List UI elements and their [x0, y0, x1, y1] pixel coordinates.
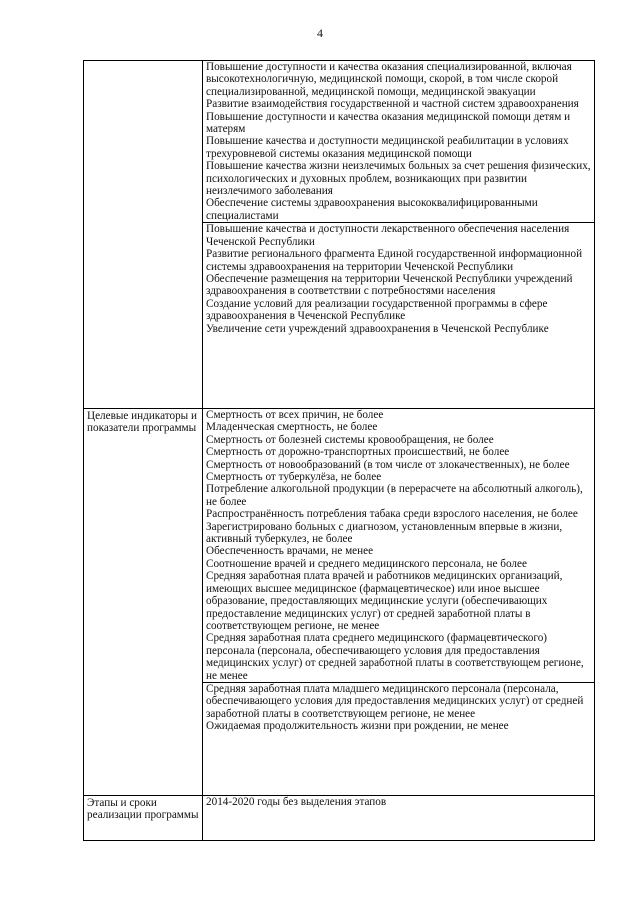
indicator-item: Средняя заработная плата среднего медицинского (фармацевтического) персонала (персонала, обеспечивающего условия для предоставления медицинских услуг) от средней заработной платы в соответствующем регионе, не менее [206, 632, 584, 682]
indicator-item: Смертность от туберкулёза, не более [206, 471, 382, 484]
indicators-label: Целевые индикаторы и показатели программы [84, 409, 203, 795]
task-item: Развитие регионального фрагмента Единой государственной информационной системы здравоохранения на территории Чеченской Республики [206, 248, 583, 273]
indicator-item: Средняя заработная плата младшего медицинского персонала (персонала, обеспечивающего условия для предоставления медицинских услуг) от средней заработной платы в соответствующем регионе, не менее [203, 682, 594, 720]
indicator-item: Смертность от дорожно-транспортных происшествий, не более [206, 446, 510, 459]
task-item: Увеличение сети учреждений здравоохранения в Чеченской Республике [206, 322, 549, 335]
task-item: Повышение качества и доступности лекарственного обеспечения населения Чеченской Республики [203, 222, 594, 248]
task-item: Повышение доступности и качества оказания специализированной, включая высокотехнологичную, медицинской помощи, скорой, в том числе скорой специализированной, медицинской помощи, медицинской эвакуации [206, 61, 572, 98]
tasks-label-cell [84, 61, 203, 408]
task-item: Обеспечение размещения на территории Чеченской Республики учреждений здравоохранения в соответствии с потребностями населения [206, 272, 573, 298]
indicator-item: Младенческая смертность, не более [206, 421, 378, 434]
task-item: Повышение доступности и качества оказания медицинской помощи детям и матерям [206, 110, 571, 136]
stages-row [84, 795, 594, 840]
indicator-item: Смертность от всех причин, не более [206, 409, 384, 421]
task-item: Повышение качества и доступности медицинской реабилитации в условиях трехуровневой системы оказания медицинской помощи [206, 135, 569, 160]
indicator-item: Смертность от болезней системы кровообращения, не более [206, 433, 494, 446]
tasks-value-cell [203, 61, 594, 408]
indicator-item: Распространённость потребления табака среди взрослого населения, не более [206, 508, 578, 521]
task-item: Развитие взаимодействия государственной и частной систем здравоохранения [206, 98, 579, 111]
program-passport-table [83, 60, 595, 841]
indicator-item: Смертность от новообразований (в том числе от злокачественных), не более [206, 458, 570, 471]
indicators-value-cell [203, 409, 594, 795]
page-number: 4 [317, 26, 323, 40]
indicator-item: Ожидаемая продолжительность жизни при рождении, не менее [206, 720, 509, 733]
indicator-item: Зарегистрировано больных с диагнозом, установленным впервые в жизни, активный туберкулез, не более [206, 520, 563, 546]
indicator-item: Обеспеченность врачами, не менее [206, 545, 374, 558]
stages-label: Этапы и сроки реализации программы [84, 796, 203, 840]
tasks-row [84, 61, 594, 408]
task-item: Обеспечение системы здравоохранения высококвалифицированными специалистами [206, 197, 538, 222]
indicator-item: Потребление алкогольной продукции (в перерасчете на абсолютный алкоголь), не более [206, 483, 583, 508]
indicators-row [84, 408, 594, 795]
indicator-item: Соотношение врачей и среднего медицинского персонала, не более [206, 557, 527, 570]
task-item: Повышение качества жизни неизлечимых больных за счет решения физических, психологических и духовных проблем, возникающих при развитии неизлечимого заболевания [206, 160, 591, 198]
task-item: Создание условий для реализации государственной программы в сфере здравоохранения в Чеченской Республике [206, 297, 548, 323]
indicator-item: Средняя заработная плата врачей и работников медицинских организаций, имеющих высшее медицинское (фармацевтическое) или иное высшее образование, предоставляющих медицинские услуги (обеспечивающих предоставление медицинских услуг) от средней заработной платы в соответствующем регионе, не менее [206, 570, 563, 632]
stages-value: 2014-2020 годы без выделения этапов [206, 796, 387, 808]
